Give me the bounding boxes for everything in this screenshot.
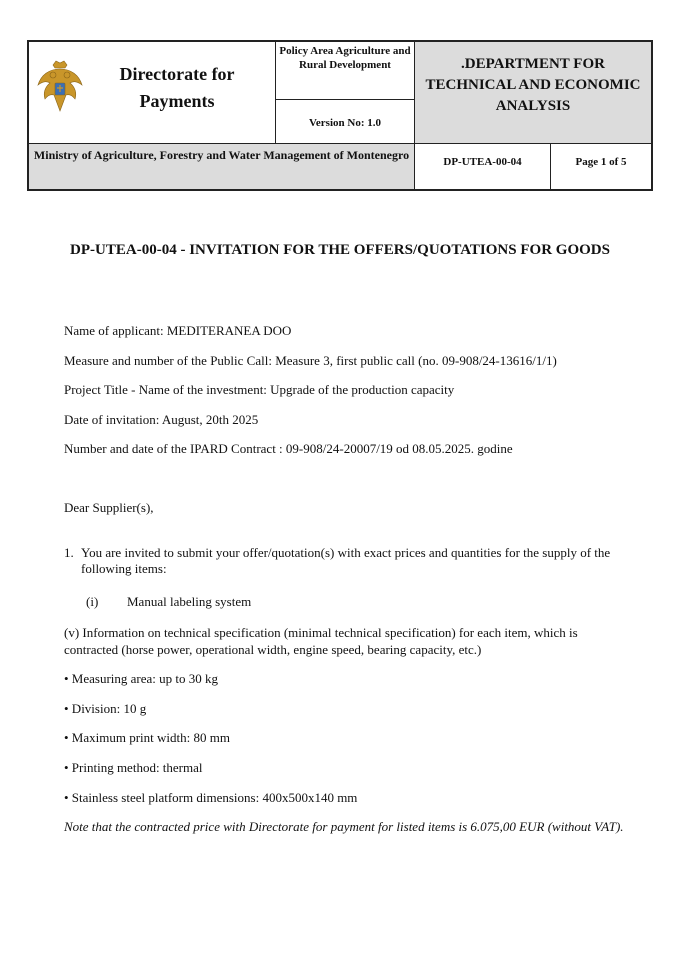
- invitation-date: Date of invitation: August, 20th 2025: [64, 412, 259, 427]
- version-cell: Version No: 1.0: [276, 100, 415, 144]
- spec-item: • Maximum print width: 80 mm: [64, 730, 230, 745]
- document-title: DP-UTEA-00-04 - INVITATION FOR THE OFFERS/QUOTATIONS FOR GOODS: [70, 242, 610, 258]
- item-number: 1.: [64, 545, 74, 560]
- spec-item: • Printing method: thermal: [64, 760, 203, 775]
- directorate-title: Directorate for Payments: [119, 64, 235, 111]
- spec-item: • Stainless steel platform dimensions: 400x500x140 mm: [64, 790, 358, 805]
- spec-intro: (v) Information on technical specification (minimal technical specification) for each item, which is contracted (horse power, operational width, engine speed, bearing capacity, etc.): [64, 625, 578, 657]
- spec-item: • Measuring area: up to 30 kg: [64, 671, 219, 686]
- ministry-cell: Ministry of Agriculture, Forestry and Water Management of Montenegro: [29, 144, 415, 189]
- measure-and-call: Measure and number of the Public Call: Measure 3, first public call (no. 09-908/24-13616/1/1): [64, 353, 557, 368]
- item-text: You are invited to submit your offer/quotation(s) with exact prices and quantities for the supply of the following items:: [81, 545, 611, 576]
- department-cell: .DEPARTMENT FOR TECHNICAL AND ECONOMIC ANALYSIS: [415, 42, 651, 144]
- document-header-table: [27, 40, 653, 191]
- price-note: Note that the contracted price with Directorate for payment for listed items is 6.075,00 EUR (without VAT).: [64, 819, 624, 834]
- policy-area-cell: Policy Area Agriculture and Rural Development: [276, 42, 415, 100]
- applicant-name: Name of applicant: MEDITERANEA DOO: [64, 323, 292, 338]
- montenegro-coat-of-arms-icon: [35, 59, 85, 117]
- sub-item-marker: (i): [86, 594, 99, 609]
- page-number-cell: Page 1 of 5: [575, 156, 627, 168]
- sub-item-text: Manual labeling system: [127, 594, 252, 609]
- salutation: Dear Supplier(s),: [64, 500, 154, 515]
- project-title: Project Title - Name of the investment: Upgrade of the production capacity: [64, 382, 455, 397]
- directorate-cell: [29, 42, 276, 144]
- document-code-cell: DP-UTEA-00-04: [415, 144, 551, 189]
- spec-item: • Division: 10 g: [64, 701, 147, 716]
- ipard-contract: Number and date of the IPARD Contract : 09-908/24-20007/19 od 08.05.2025. godine: [64, 441, 513, 456]
